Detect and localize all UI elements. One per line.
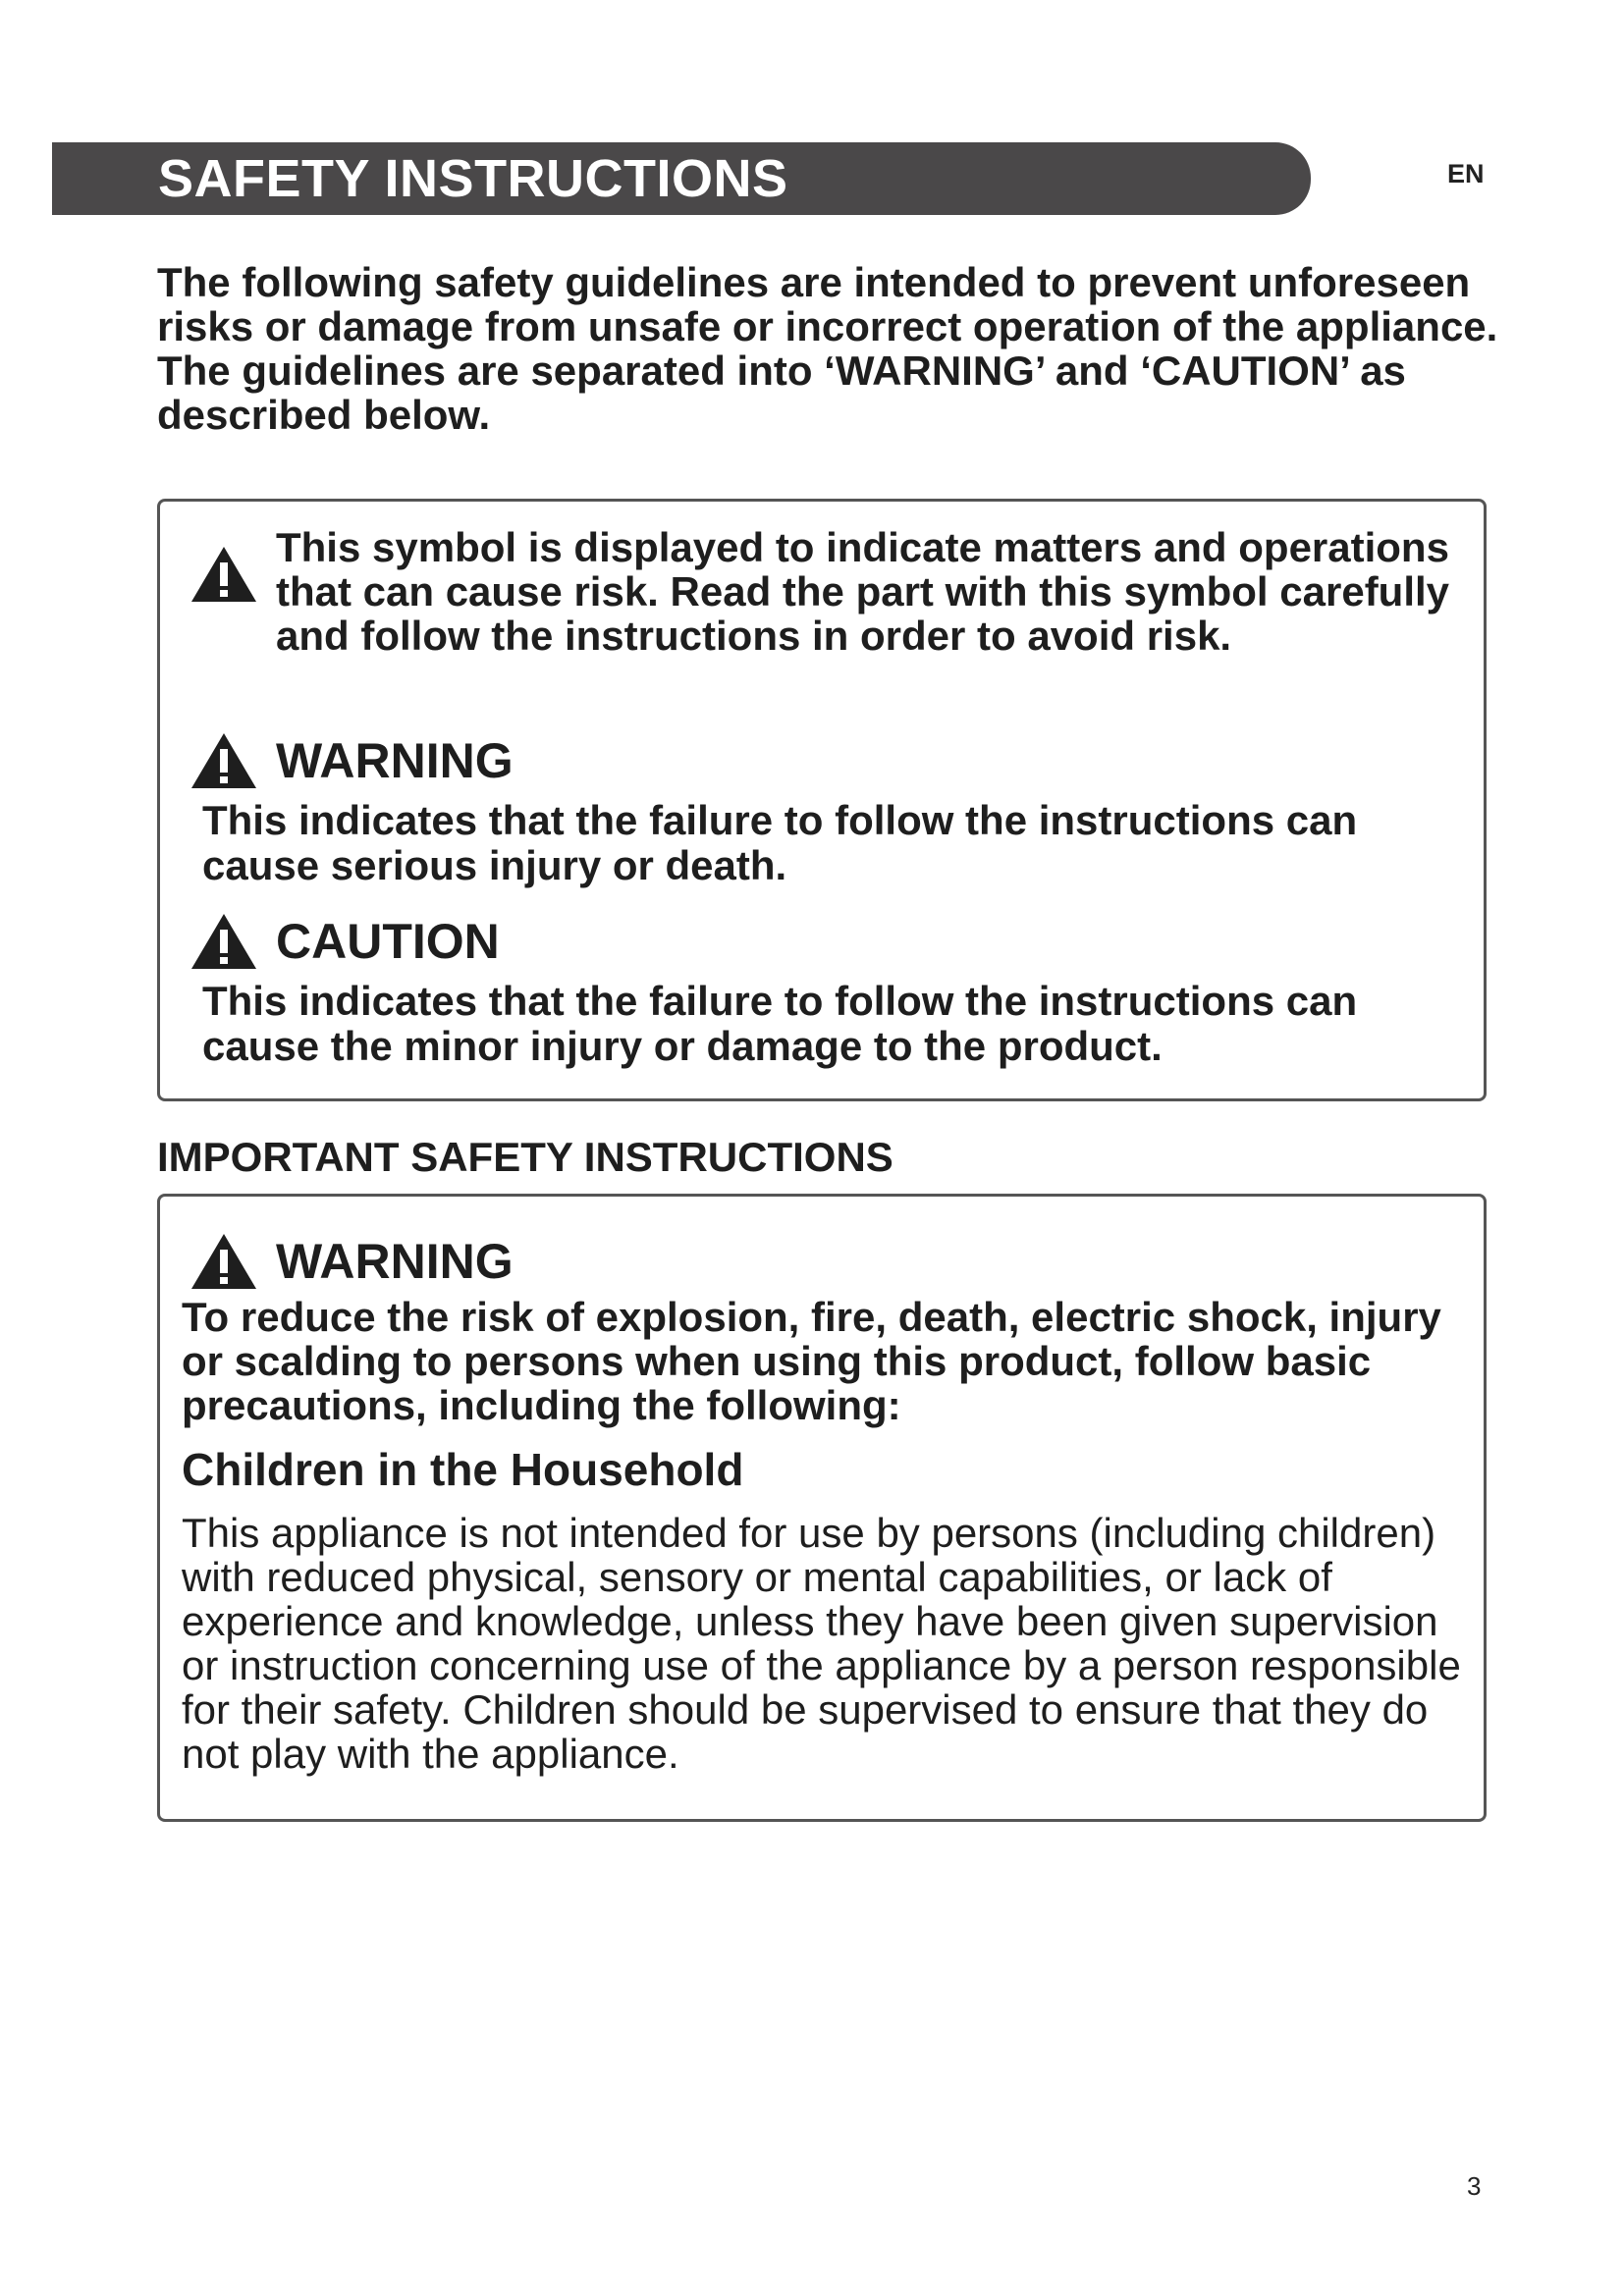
page-number: 3 bbox=[1467, 2171, 1482, 2201]
warning-heading: WARNING bbox=[276, 733, 514, 788]
symbol-legend-box bbox=[157, 499, 1487, 1101]
language-code: EN bbox=[1447, 159, 1485, 188]
warning-description: This indicates that the failure to follow the instructions can cause serious injury or death. bbox=[202, 797, 1358, 888]
caution-description: This indicates that the failure to follow the instructions can cause the minor injury or damage to the product. bbox=[202, 978, 1358, 1069]
important-warning-text: To reduce the risk of explosion, fire, death, electric shock, injury or scalding to persons when using this product, follow basic precautions, including the following: bbox=[182, 1294, 1441, 1428]
section-title: IMPORTANT SAFETY INSTRUCTIONS bbox=[157, 1134, 893, 1180]
children-heading: Children in the Household bbox=[182, 1444, 744, 1495]
intro-text bbox=[157, 260, 1512, 437]
important-warning-heading: WARNING bbox=[276, 1234, 514, 1289]
intro-paragraph-2: The guidelines are separated into ‘WARNING’ and ‘CAUTION’ as described below. bbox=[157, 347, 1406, 438]
page-title: SAFETY INSTRUCTIONS bbox=[158, 149, 788, 208]
important-warning-box bbox=[157, 1194, 1487, 1822]
title-banner bbox=[52, 142, 1311, 215]
caution-heading: CAUTION bbox=[276, 914, 500, 969]
caution-triangle-icon bbox=[189, 912, 258, 971]
intro-paragraph-1: The following safety guidelines are intended to prevent unforeseen risks or damage from unsafe or incorrect operation of the appliance. bbox=[157, 259, 1498, 349]
children-text: This appliance is not intended for use by persons (including children) with reduced physical, sensory or mental capabilities, or lack of experience and knowledge, unless they have been given supervision or instruction concerning use of the appliance by a person responsible for their safety. Children should be supervised to ensure that they do not play with the appliance. bbox=[182, 1510, 1461, 1777]
warning-triangle-icon bbox=[189, 731, 258, 790]
warning-triangle-icon bbox=[189, 545, 258, 604]
symbol-description: This symbol is displayed to indicate matters and operations that can cause risk. Read the part with this symbol carefully and follow the instructions in order to avoid risk. bbox=[276, 524, 1450, 659]
warning-triangle-icon bbox=[189, 1232, 258, 1291]
